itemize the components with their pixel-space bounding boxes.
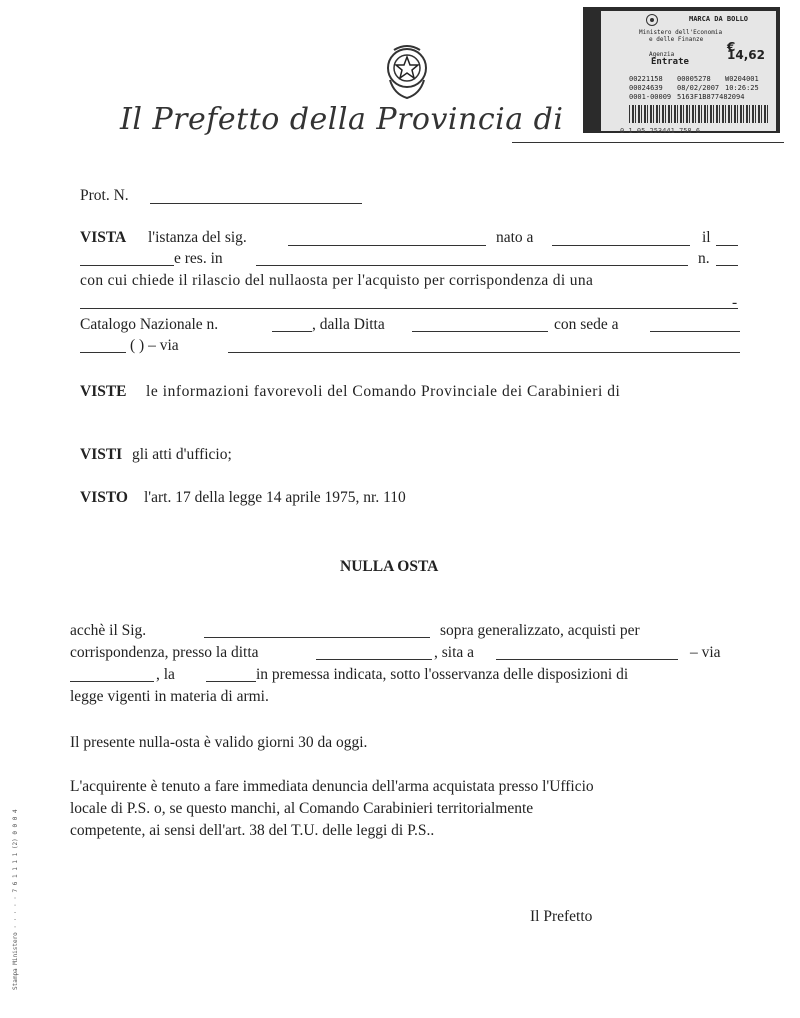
stamp-agency: Agenzia (649, 51, 675, 58)
stamp-row2a: 00024639 (629, 84, 663, 92)
stamp-row1c: W0204001 (725, 75, 759, 83)
name-blank (288, 245, 486, 246)
stamp-row3a: 0001-00009 (629, 93, 672, 101)
stamp-ministry: Ministero dell'Economia (639, 29, 723, 36)
buyer-blank (204, 637, 430, 638)
stamp-amount: € 14,62 (727, 40, 765, 62)
birthdate-blank-2 (80, 265, 174, 266)
con-cui-text: con cui chiede il rilascio del nullaosta per l'acquisto per corrispondenza di una (80, 272, 594, 289)
stamp-barcode (629, 105, 769, 123)
via-text: – via (690, 644, 721, 661)
dalla-ditta-label: , dalla Ditta (312, 316, 385, 333)
birthplace-blank (552, 245, 690, 246)
seller-blank (316, 659, 432, 660)
birthdate-blank (716, 245, 738, 246)
seller-street-blank (70, 681, 154, 682)
vista-text: l'istanza del sig. (148, 229, 247, 246)
corrisp-text: corrispondenza, presso la ditta (70, 644, 259, 661)
stamp-row1a: 00221158 (629, 75, 663, 83)
nulla-osta-heading: NULLA OSTA (340, 558, 439, 575)
viste-text: le informazioni favorevoli del Comando Provinciale dei Carabinieri di (146, 383, 621, 400)
il-label: il (702, 229, 711, 246)
province-via-label: ( ) – via (130, 337, 179, 354)
stamp-row2c: 10:26:25 (725, 84, 759, 92)
acquirente-line-3: competente, ai sensi dell'art. 38 del T.U. delle leggi di P.S.. (70, 822, 435, 839)
company-blank (412, 331, 548, 332)
visti-label: VISTI (80, 446, 123, 463)
sita-a-text: , sita a (434, 644, 475, 661)
province-blank (512, 142, 784, 143)
n-label: n. (698, 250, 710, 267)
revenue-stamp (583, 7, 780, 133)
vista-label: VISTA (80, 229, 127, 246)
con-sede-label: con sede a (554, 316, 619, 333)
viste-label: VISTE (80, 383, 127, 400)
valido-text: Il presente nulla-osta è valido giorni 30 da oggi. (70, 734, 368, 751)
stamp-brand: MARCA DA BOLLO (689, 15, 749, 23)
comma-la-text: , la (156, 666, 175, 683)
seller-city-blank (496, 659, 678, 660)
signature-label: Il Prefetto (530, 908, 593, 925)
prot-blank (150, 203, 362, 204)
stamp-row2b: 08/02/2007 (677, 84, 720, 92)
sopra-text: sopra generalizzato, acquisti per (440, 622, 640, 639)
residence-blank (256, 265, 688, 266)
acche-text: acchè il Sig. (70, 622, 147, 639)
in-premessa-text: in premessa indicata, sotto l'osservanza delle disposizioni di (256, 666, 629, 683)
nato-a-label: nato a (496, 229, 534, 246)
weapon-blank (80, 308, 738, 309)
legge-text: legge vigenti in materia di armi. (70, 688, 269, 705)
house-number-blank (716, 265, 738, 266)
visto-label: VISTO (80, 489, 128, 506)
acquirente-line-1: L'acquirente è tenuto a fare immediata denuncia dell'arma acquistata presso l'Ufficio (70, 778, 594, 795)
stamp-row3b: 5163F1B877482094 (677, 93, 745, 101)
stamp-agency-2: Entrate (651, 57, 689, 67)
company-city-blank-2 (80, 352, 126, 353)
stamp-emblem-icon (645, 13, 659, 29)
stamp-row1b: 00005278 (677, 75, 711, 83)
e-res-in-label: e res. in (174, 250, 223, 267)
margin-print-text: Stampa Ministero · · · · · 7 6 1 1 1 1 (2) 0 0 0 4 (12, 809, 19, 990)
prefect-title: Il Prefetto della Provincia di (120, 102, 564, 137)
state-emblem-icon (384, 44, 430, 100)
dash-text: - (732, 294, 738, 311)
weapon-type-blank (206, 681, 256, 682)
visto-text: l'art. 17 della legge 14 aprile 1975, nr. 110 (144, 489, 406, 506)
company-street-blank (228, 352, 740, 353)
stamp-ministry-2: e delle Finanze (649, 36, 704, 43)
acquirente-line-2: locale di P.S. o, se questo manchi, al Comando Carabinieri territorialmente (70, 800, 534, 817)
catalog-number-blank (272, 331, 312, 332)
visti-text: gli atti d'ufficio; (132, 446, 232, 463)
stamp-serial: 0 1 05 253441 758 6 (620, 127, 701, 135)
prot-label: Prot. N. (80, 187, 129, 204)
catalogo-label: Catalogo Nazionale n. (80, 316, 219, 333)
company-city-blank (650, 331, 740, 332)
margin-print (8, 690, 22, 990)
